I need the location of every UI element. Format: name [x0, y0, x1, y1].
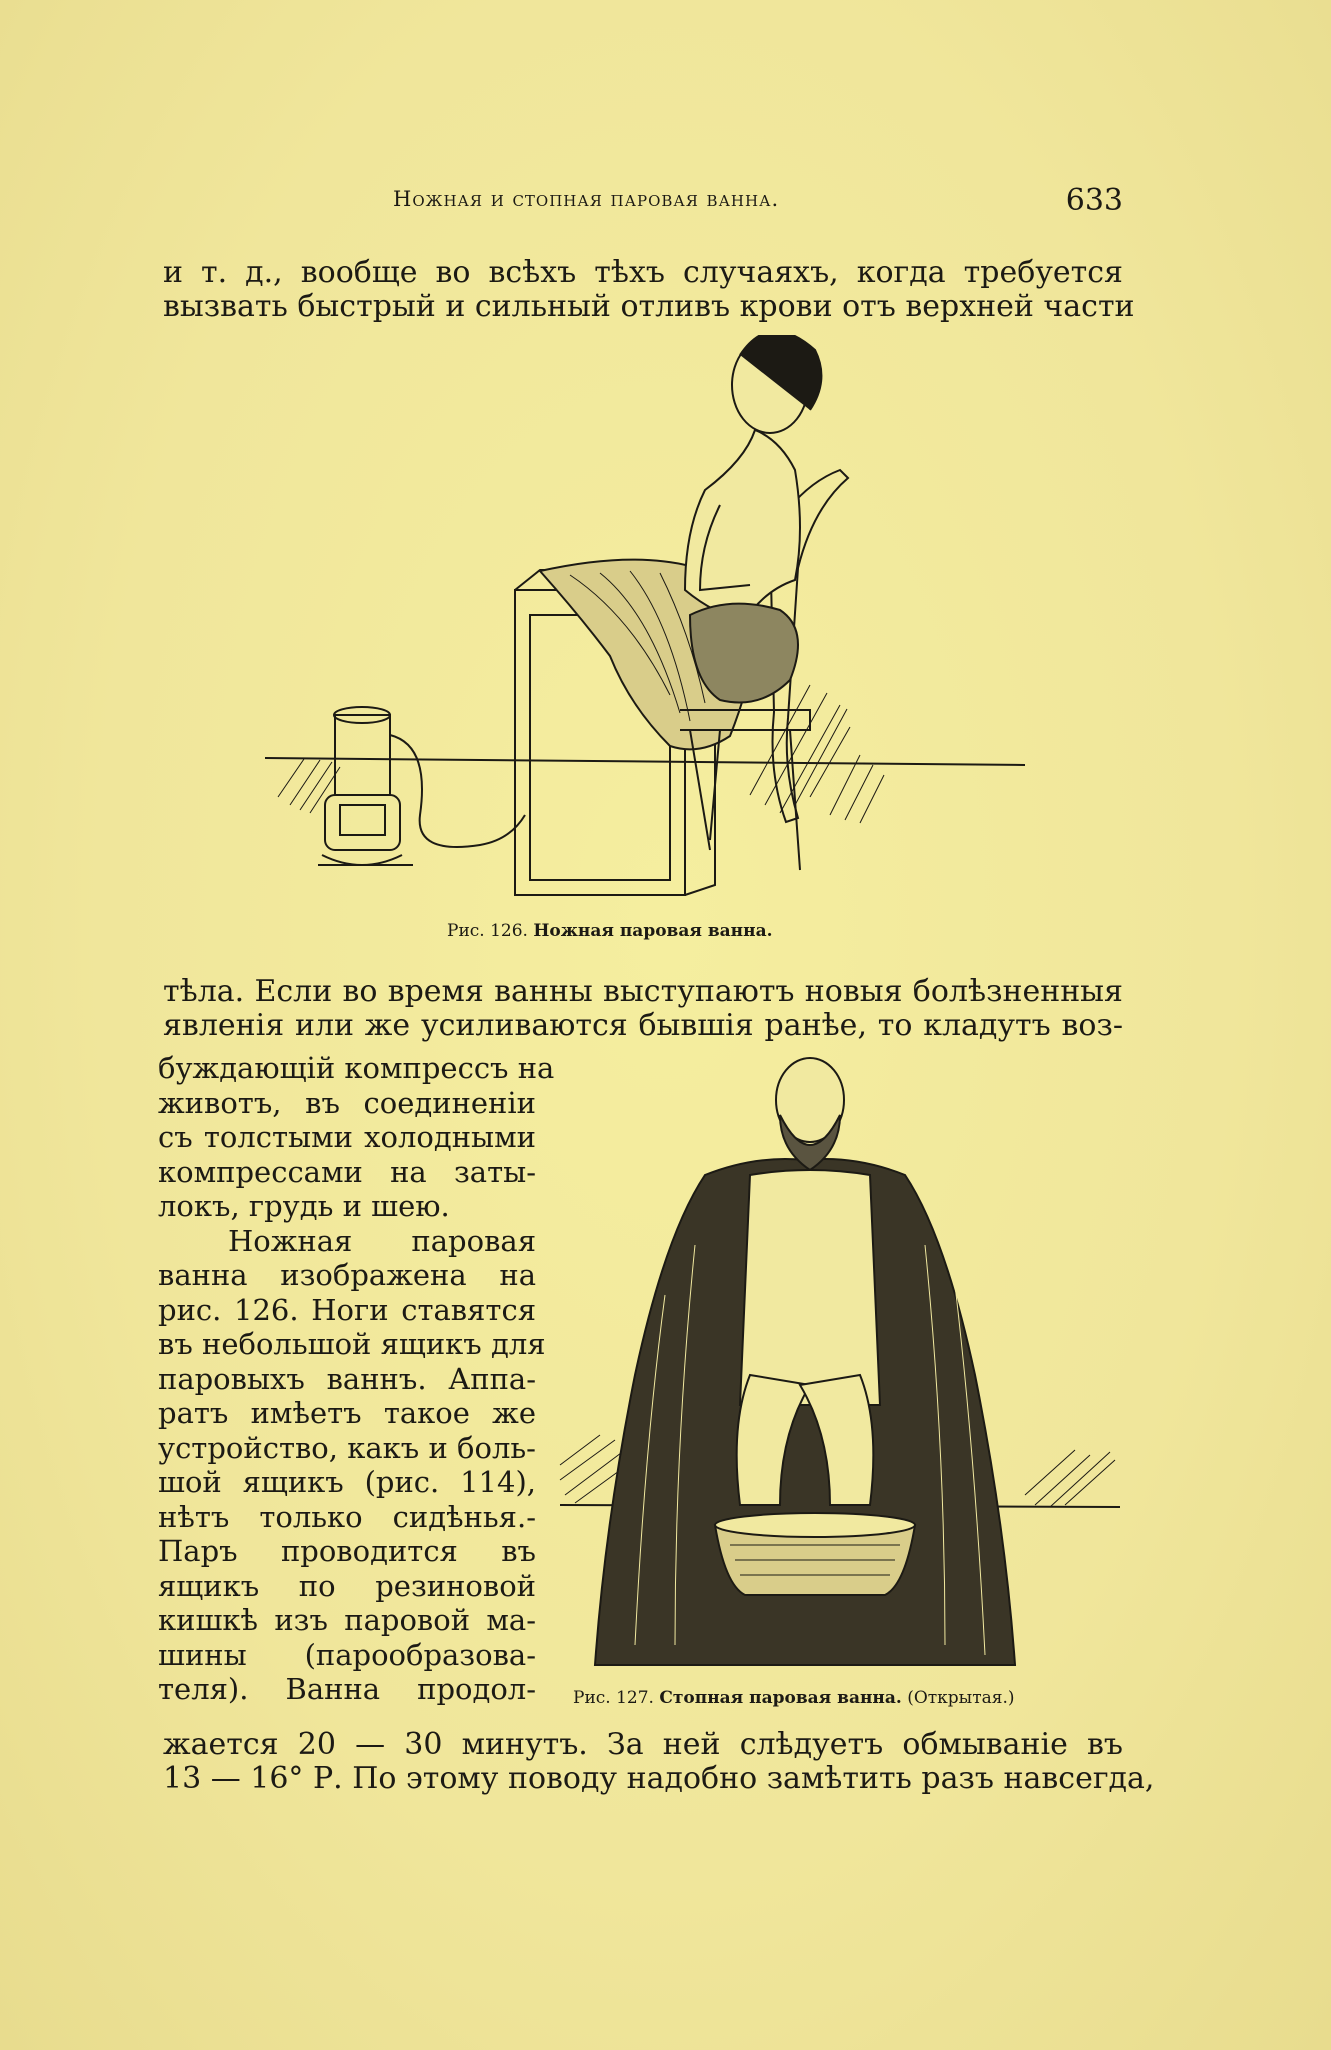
text-line: буждающій компрессъ на: [158, 1051, 555, 1085]
text-line: тѣла. Если во время ванны выступаютъ новыя болѣзненныя: [163, 974, 1123, 1009]
text-line: кишкѣ изъ паровой ма-: [158, 1603, 536, 1637]
figure-126-illustration: [250, 335, 1040, 910]
text-line: вызвать быстрый и сильный отливъ крови отъ верхней части: [163, 289, 1135, 324]
figure-127-illustration: [555, 1045, 1120, 1675]
text-line: ящикъ по резиновой: [158, 1568, 536, 1603]
text-line: Ножная паровая: [228, 1223, 536, 1258]
text-line: животъ, въ соединеніи: [158, 1085, 536, 1120]
text-line: въ небольшой ящикъ для: [158, 1327, 546, 1361]
text-line: явленія или же усиливаются бывшія ранѣе, то кладутъ воз-: [163, 1008, 1123, 1043]
text-line: компрессами на заты-: [158, 1154, 536, 1189]
paragraph-bottom: [163, 1727, 1155, 1796]
running-title: Ножная и стопная паровая ванна.: [393, 187, 780, 211]
caption-number: Рис. 126.: [447, 921, 528, 941]
text-line: локъ, грудь и шею.: [158, 1189, 450, 1223]
text-line: и т. д., вообще во всѣхъ тѣхъ случаяхъ, когда требуется: [163, 255, 1123, 290]
text-line: ванна изображена на: [158, 1258, 536, 1292]
figure-126-caption: [447, 921, 773, 941]
text-line: устройство, какъ и боль-: [158, 1430, 536, 1465]
text-line: паровыхъ ваннъ. Аппа-: [158, 1361, 536, 1396]
text-line: рис. 126. Ноги ставятся: [158, 1292, 536, 1327]
text-line: шой ящикъ (рис. 114),: [158, 1465, 536, 1499]
paragraph-middle: [163, 975, 1123, 1043]
page-number: 633: [1065, 183, 1123, 218]
text-line: ратъ имѣетъ такое же: [158, 1396, 536, 1430]
text-line: съ толстыми холодными: [158, 1120, 536, 1154]
running-header: [163, 183, 1123, 223]
caption-title: Стопная паровая ванна.: [659, 1688, 902, 1708]
text-line: теля). Ванна продол-: [158, 1672, 536, 1706]
caption-number: Рис. 127.: [573, 1688, 654, 1708]
text-line: нѣтъ только сидѣнья.-: [158, 1499, 536, 1534]
text-line: Паръ проводится въ: [158, 1534, 536, 1568]
paragraph-top: [163, 255, 1135, 324]
caption-note: (Открытая.): [907, 1688, 1015, 1708]
figure-127-caption: [573, 1688, 1015, 1708]
text-line: 13 — 16° Р. По этому поводу надобно замѣтить разъ навсегда,: [163, 1761, 1155, 1796]
paragraph-side: [158, 1051, 555, 1707]
text-line: шины (парообразова-: [158, 1637, 536, 1672]
caption-title: Ножная паровая ванна.: [533, 921, 773, 941]
text-line: жается 20 — 30 минутъ. За ней слѣдуетъ обмываніе въ: [163, 1727, 1123, 1762]
